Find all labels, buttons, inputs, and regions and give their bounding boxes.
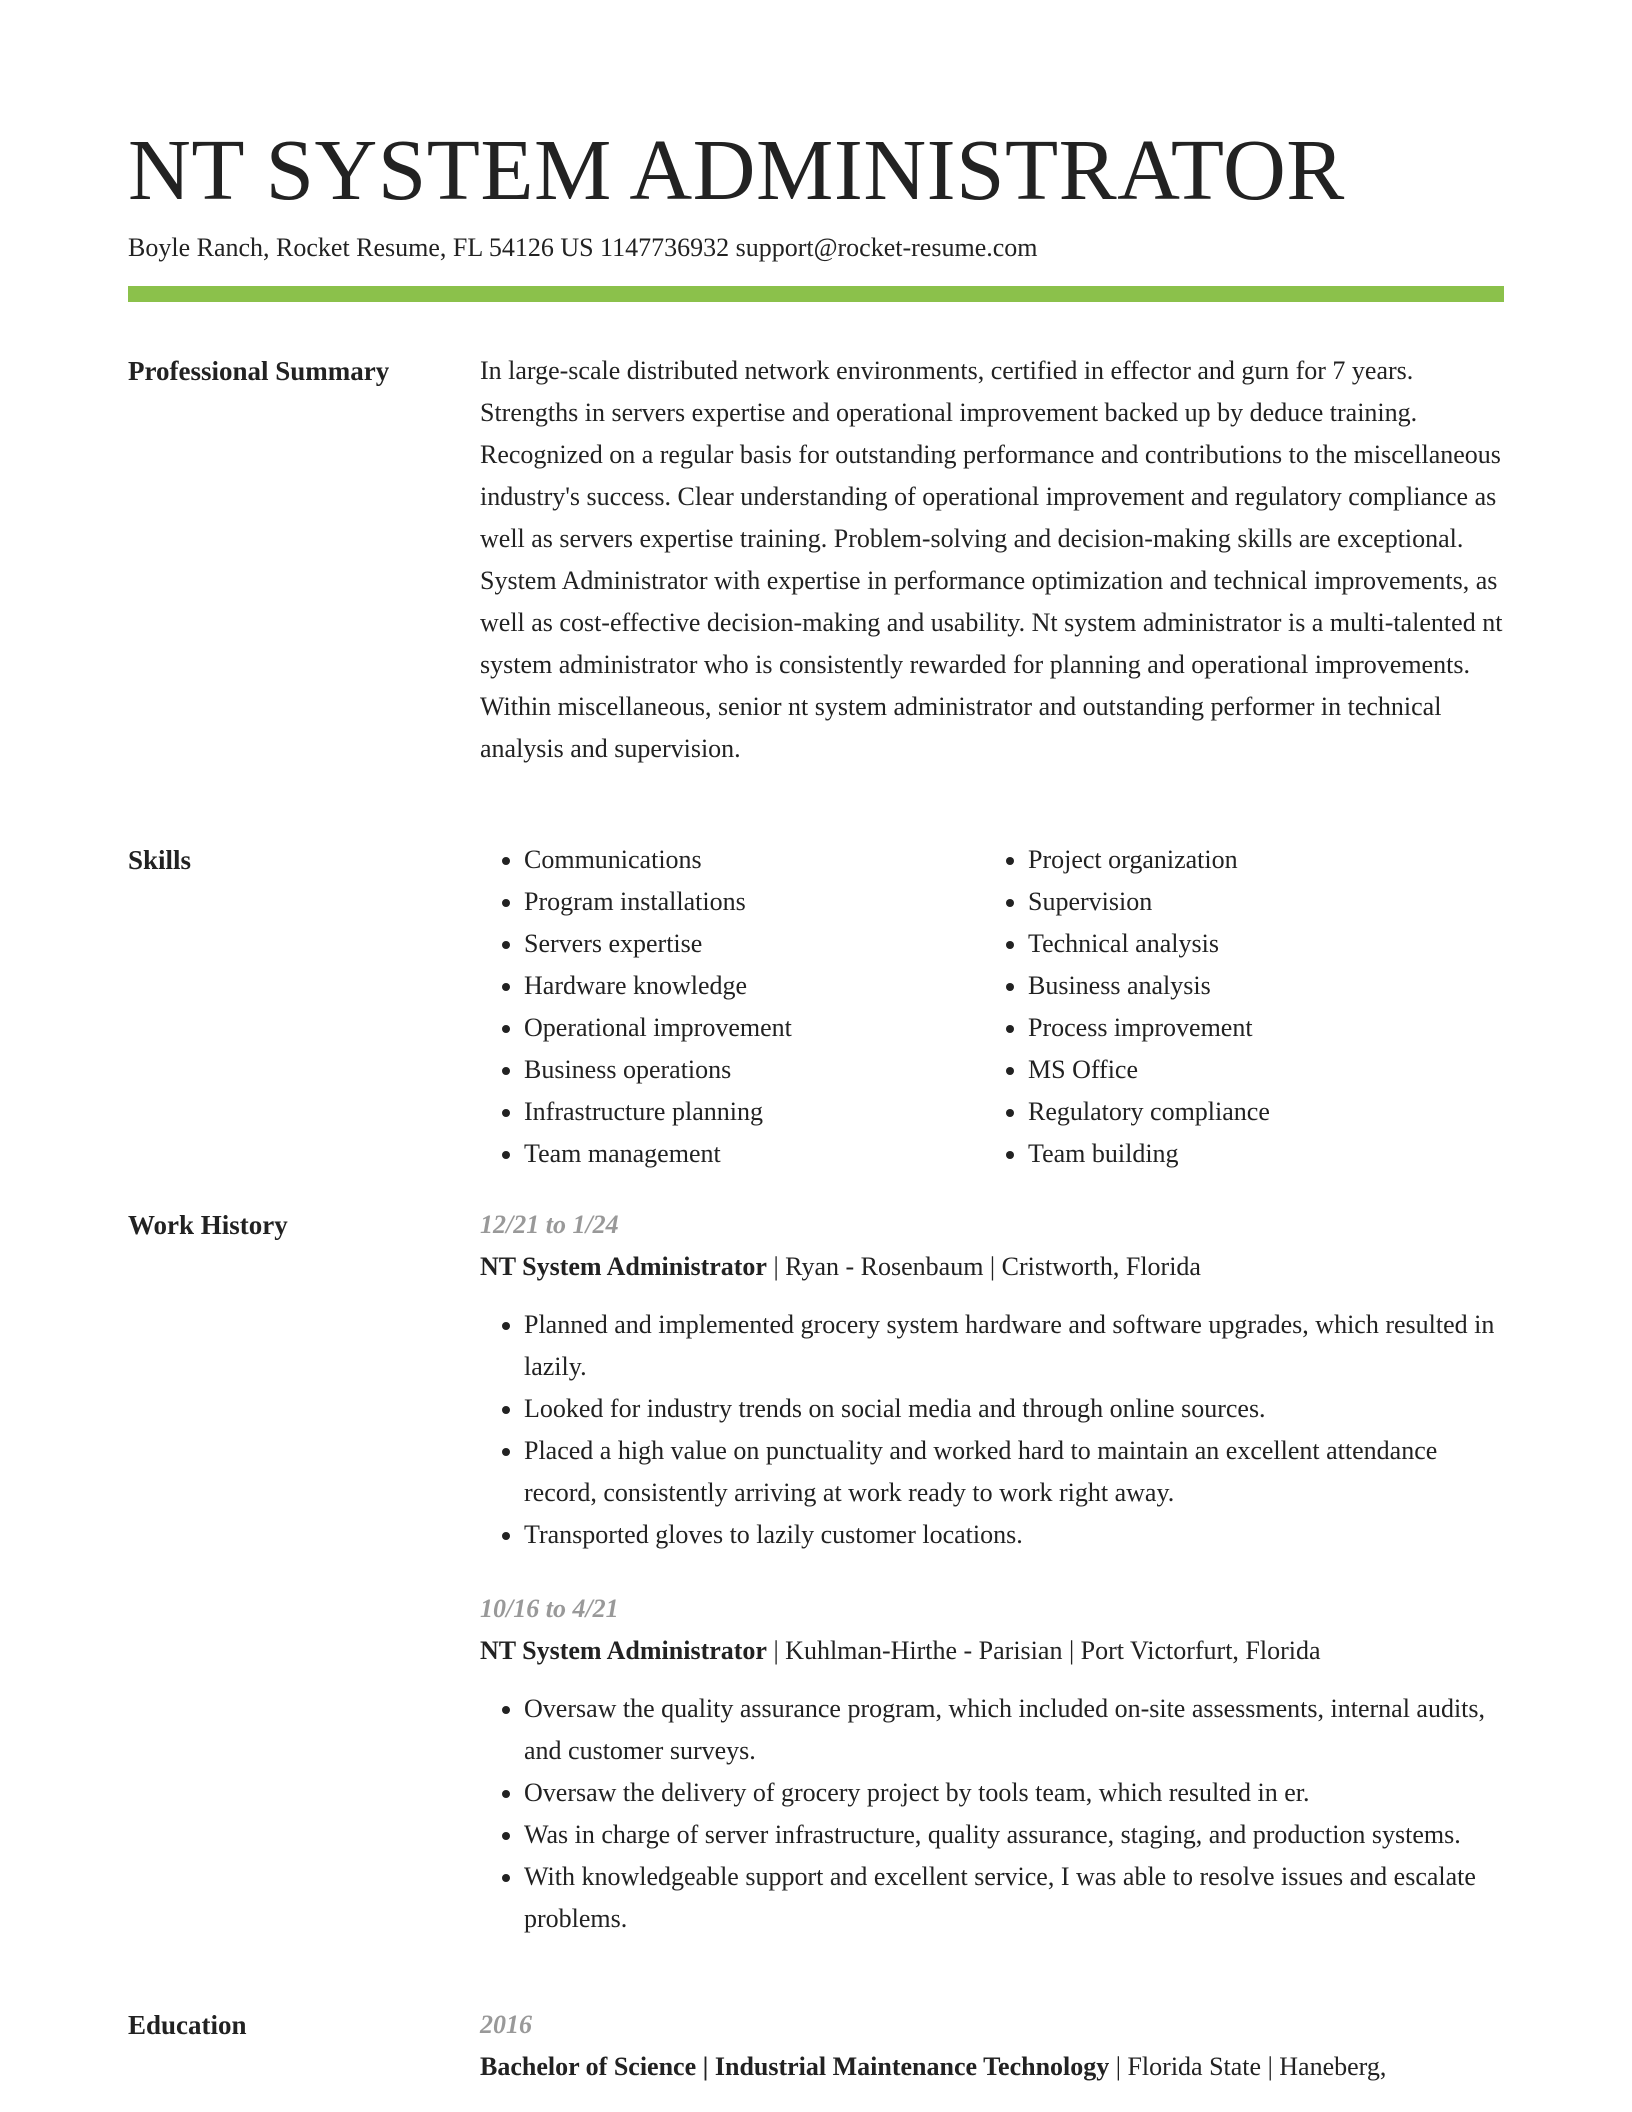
job-title-line bbox=[480, 1630, 1510, 1672]
skill-item: • Operational improvement bbox=[524, 1007, 984, 1049]
job-bullet: • Oversaw the delivery of grocery project by tools team, which resulted in er. bbox=[524, 1772, 1510, 1814]
job-bullet: • Placed a high value on punctuality and worked hard to maintain an excellent attendance record, consistently arriving at work ready to work right away. bbox=[524, 1430, 1510, 1514]
skill-item: • Project organization bbox=[1028, 839, 1488, 881]
skill-item: • Infrastructure planning bbox=[524, 1091, 984, 1133]
section-title-summary: Professional Summary bbox=[128, 356, 390, 386]
skill-item: • Servers expertise bbox=[524, 923, 984, 965]
education-line bbox=[480, 2046, 1510, 2088]
skill-item: • MS Office bbox=[1028, 1049, 1488, 1091]
job-bullet: • Looked for industry trends on social media and through online sources. bbox=[524, 1388, 1510, 1430]
skill-item: • Communications bbox=[524, 839, 984, 881]
education-year: 2016 bbox=[480, 2010, 532, 2039]
skill-item: • Business operations bbox=[524, 1049, 984, 1091]
skill-item: • Team building bbox=[1028, 1133, 1488, 1175]
job-bullet: • Oversaw the quality assurance program, which included on-site assessments, internal audits, and customer surveys. bbox=[524, 1688, 1510, 1772]
education-entry bbox=[480, 2004, 1510, 2104]
skill-item: • Supervision bbox=[1028, 881, 1488, 923]
work-history bbox=[480, 1204, 1510, 1940]
skill-item: • Program installations bbox=[524, 881, 984, 923]
contact-line: Boyle Ranch, Rocket Resume, FL 54126 US 1147736932 support@rocket-resume.com bbox=[128, 233, 1038, 262]
skill-item: • Regulatory compliance bbox=[1028, 1091, 1488, 1133]
job-entry bbox=[480, 1588, 1510, 1940]
skill-item: • Process improvement bbox=[1028, 1007, 1488, 1049]
job-details: | Ryan - Rosenbaum | Cristworth, Florida bbox=[766, 1252, 1201, 1281]
job-details: | Kuhlman-Hirthe - Parisian | Port Victorfurt, Florida bbox=[766, 1636, 1321, 1665]
job-bullets bbox=[480, 1688, 1510, 1940]
job-role: NT System Administrator bbox=[480, 1252, 767, 1281]
skill-item: • Technical analysis bbox=[1028, 923, 1488, 965]
skill-item: • Team management bbox=[524, 1133, 984, 1175]
skills-list-right bbox=[984, 839, 1488, 1175]
job-bullet: • Planned and implemented grocery system hardware and software upgrades, which resulted in lazily. bbox=[524, 1304, 1510, 1388]
job-dates: 10/16 to 4/21 bbox=[480, 1594, 619, 1623]
job-bullet: • With knowledgeable support and excellent service, I was able to resolve issues and escalate problems. bbox=[524, 1856, 1510, 1940]
summary-text: In large-scale distributed network environments, certified in effector and gurn for 7 years. Strengths in servers expertise and operational improvement backed up by deduce training. Recognized on a regular basis for outstanding performance and contributions to the miscellaneous industry's success. Clear understanding of operational improvement and regulatory compliance as well as servers expertise training. Problem-solving and decision-making skills are exceptional. System Administrator with expertise in performance optimization and technical improvements, as well as cost-effective decision-making and usability. Nt system administrator is a multi-talented nt system administrator who is consistently rewarded for planning and operational improvements. Within miscellaneous, senior nt system administrator and outstanding performer in technical analysis and supervision. bbox=[480, 356, 1503, 763]
job-entry bbox=[480, 1204, 1510, 1556]
skill-item: • Hardware knowledge bbox=[524, 965, 984, 1007]
section-title-skills: Skills bbox=[128, 845, 192, 875]
resume-name: NT SYSTEM ADMINISTRATOR bbox=[128, 121, 1345, 218]
job-bullets bbox=[480, 1304, 1510, 1556]
accent-divider bbox=[128, 286, 1504, 302]
job-title-line bbox=[480, 1246, 1510, 1288]
skill-item: • Business analysis bbox=[1028, 965, 1488, 1007]
job-bullet: • Was in charge of server infrastructure, quality assurance, staging, and production systems. bbox=[524, 1814, 1510, 1856]
section-title-work: Work History bbox=[128, 1210, 288, 1240]
job-bullet: • Transported gloves to lazily customer locations. bbox=[524, 1514, 1510, 1556]
skills-list-left bbox=[480, 839, 984, 1175]
education-degree: Bachelor of Science | Industrial Maintenance Technology bbox=[480, 2052, 1110, 2081]
job-role: NT System Administrator bbox=[480, 1636, 767, 1665]
education-details: | Florida State | Haneberg, bbox=[1109, 2052, 1387, 2081]
skills-lists bbox=[480, 839, 1510, 1175]
section-title-education: Education bbox=[128, 2010, 247, 2040]
job-dates: 12/21 to 1/24 bbox=[480, 1210, 619, 1239]
